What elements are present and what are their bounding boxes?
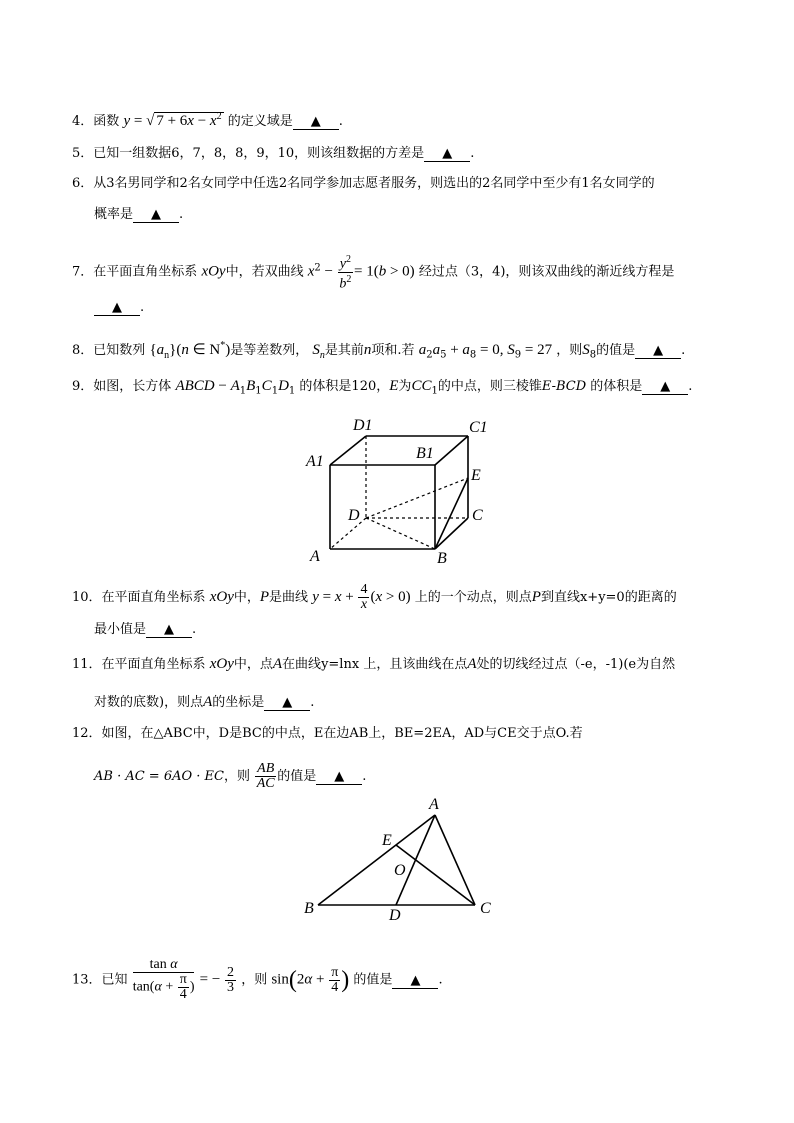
question-5: 5．已知一组数据6，7，8，8，9，10，则该组数据的方差是 ▲ .	[72, 146, 475, 161]
question-12: 12．如图，在△ABC中，D是BC的中点，E在边AB上，BE=2EA，AD与CE交于点O.若	[72, 726, 583, 741]
label-C1: C1	[469, 419, 488, 436]
label-D1: D1	[353, 417, 373, 434]
question-13: 13．已知 tan α tan(α + $\frac{\pi}{4}$ ) = − $\frac{2}{3}$ ，则 sin(2α + $\frac{\pi}{4}$ ) 的值是 ▲ .	[72, 957, 443, 1002]
question-4: 4．函数 y = √ $7 + 6x - x^2$ 的定义域是 ▲ .	[72, 111, 343, 129]
label-A: A	[429, 796, 439, 813]
answer-blank[interactable]: ▲	[635, 344, 681, 359]
answer-blank[interactable]: ▲	[293, 115, 339, 130]
label-C: C	[480, 900, 491, 917]
answer-blank[interactable]: ▲	[264, 696, 310, 711]
question-10: 10．在平面直角坐标系 xOy中，P是曲线 y = x + $\frac{4}{x}$ (x > 0) 上的一个动点，则点P到直线x+y=0的距离的	[72, 582, 677, 612]
answer-blank[interactable]: ▲	[133, 208, 179, 223]
question-11: 11．在平面直角坐标系 xOy中，点A在曲线y=lnx 上，且该曲线在点A处的切线经过点（-e，-1)(e为自然	[72, 656, 676, 672]
label-D: D	[348, 507, 360, 524]
answer-blank[interactable]: ▲	[642, 380, 688, 395]
label-E: E	[471, 467, 481, 484]
label-D: D	[389, 907, 401, 920]
label-C: C	[472, 507, 483, 524]
triangle-figure	[300, 795, 500, 920]
label-E: E	[382, 832, 392, 849]
answer-blank[interactable]: ▲	[94, 301, 140, 316]
question-12-cont: AB · AC = 6AO · EC，则 $\frac{AB}{AC}$ 的值是 ▲ .	[94, 761, 367, 791]
label-O: O	[394, 862, 406, 879]
question-11-cont: 对数的底数)，则点A的坐标是 ▲ .	[94, 694, 315, 710]
answer-blank[interactable]: ▲	[424, 147, 470, 162]
question-8: 8．已知数列 $\{a_n\}(n$ ∈ N*)是等差数列， $S_n$是其前n项和.若 $a_2a_5 + a_8 = 0$, $S_9 = 27$ ，则$S_8$的值是 ▲ .	[72, 340, 686, 361]
question-7: 7．在平面直角坐标系 xOy中，若双曲线 $x^2$ − $\frac{y^2}{b^2}$ = 1(b > 0) 经过点（3，4)，则该双曲线的渐近线方程是	[72, 254, 675, 292]
question-6: 6．从3名男同学和2名女同学中任选2名同学参加志愿者服务，则选出的2名同学中至少有1名女同学的	[72, 176, 655, 191]
question-9: 9．如图，长方体 ABCD − $A_1B_1C_1D_1$ 的体积是120，E为$CC_1$的中点，则三棱锥E-BCD 的体积是 ▲ .	[72, 378, 693, 397]
label-B: B	[304, 900, 314, 917]
label-B: B	[437, 550, 447, 567]
label-A: A	[310, 548, 320, 565]
label-A1: A1	[306, 453, 324, 470]
cuboid-figure	[300, 410, 500, 570]
answer-blank[interactable]: ▲	[392, 974, 438, 989]
answer-blank[interactable]: ▲	[316, 770, 362, 785]
label-B1: B1	[416, 445, 434, 462]
answer-blank[interactable]: ▲	[146, 623, 192, 638]
question-6-cont: 概率是 ▲ .	[94, 207, 184, 222]
question-10-cont: 最小值是 ▲ .	[94, 622, 197, 637]
question-7-cont: ▲ .	[94, 299, 144, 317]
